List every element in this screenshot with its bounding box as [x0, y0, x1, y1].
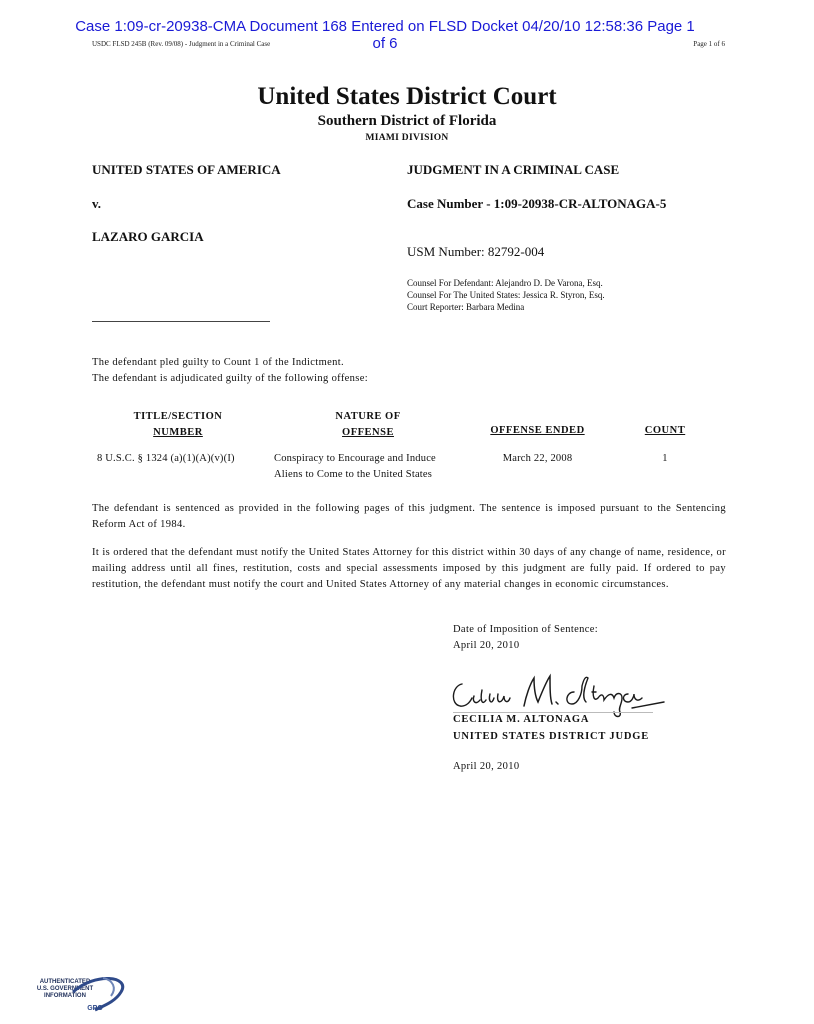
- usm-number: USM Number: 82792-004: [407, 244, 545, 259]
- imposition-date: April 20, 2010: [453, 640, 520, 651]
- court-title: United States District Court: [257, 83, 557, 110]
- gpo-mark: GPO: [87, 1005, 103, 1012]
- header-offense-ended: OFFENSE ENDED: [490, 425, 585, 436]
- header-count: COUNT: [644, 425, 686, 436]
- versus: v.: [92, 196, 102, 211]
- counsel-defendant: Counsel For Defendant: Alejandro D. De Varona, Esq.: [407, 278, 603, 288]
- docket-stamp-line1: Case 1:09-cr-20938-CMA Document 168 Entered on FLSD Docket 04/20/10 12:58:36 Page 1: [75, 18, 695, 35]
- header-title-section: [108, 409, 248, 441]
- header-nature-line1: NATURE OF: [335, 411, 401, 422]
- notification-order-paragraph: It is ordered that the defendant must notify the United States Attorney for this district within 30 days of any change of name, residence, or mailing address until all fines, restitution, costs and special assessments imposed by this judgment are fully paid. If ordered to pay restitution, the defendant must notify the court and United States Attorney of any material changes in economic circumstances.: [92, 547, 726, 590]
- court-reporter: Court Reporter: Barbara Medina: [407, 302, 525, 312]
- court-district: Southern District of Florida: [317, 113, 497, 129]
- signature-line: [453, 712, 653, 713]
- gpo-authentication-logo: [36, 970, 133, 1015]
- signed-date: April 20, 2010: [453, 761, 520, 772]
- counsel-united-states: Counsel For The United States: Jessica R. Styron, Esq.: [407, 290, 605, 300]
- form-identifier: USDC FLSD 245B (Rev. 09/08) - Judgment in a Criminal Case: [92, 40, 271, 48]
- header-nature: [298, 409, 438, 441]
- gpo-line3: INFORMATION: [44, 993, 86, 999]
- offense-ended-date: March 22, 2008: [502, 453, 573, 464]
- offense-count: 1: [662, 453, 668, 464]
- sentencing-paragraph: The defendant is sentenced as provided in the following pages of this judgment. The sentence is imposed pursuant to the Sentencing Reform Act of 1984.: [92, 503, 726, 530]
- plea-statement: The defendant pled guilty to Count 1 of the Indictment.: [92, 357, 344, 368]
- page-indicator: Page 1 of 6: [693, 40, 725, 48]
- gpo-line1: AUTHENTICATED: [39, 979, 91, 985]
- offense-nature-line1: Conspiracy to Encourage and Induce: [274, 453, 436, 464]
- header-nature-line2: OFFENSE: [342, 427, 394, 438]
- judge-name: CECILIA M. ALTONAGA: [453, 714, 590, 725]
- adjudication-statement: The defendant is adjudicated guilty of the following offense:: [92, 373, 369, 384]
- offense-section: 8 U.S.C. § 1324 (a)(1)(A)(v)(I): [97, 453, 235, 464]
- offense-nature-line2: Aliens to Come to the United States: [274, 469, 433, 480]
- header-title-section-line1: TITLE/SECTION: [133, 411, 223, 422]
- defendant-name: LAZARO GARCIA: [92, 229, 204, 244]
- caption-divider: [92, 321, 270, 322]
- case-number: Case Number - 1:09-20938-CR-ALTONAGA-5: [407, 196, 667, 211]
- plaintiff-name: UNITED STATES OF AMERICA: [92, 162, 281, 177]
- imposition-label: Date of Imposition of Sentence:: [453, 624, 598, 635]
- docket-stamp-line2: of 6: [372, 35, 398, 52]
- gpo-line2: U.S. GOVERNMENT: [36, 986, 94, 992]
- header-title-section-line2: NUMBER: [153, 427, 203, 438]
- court-division: MIAMI DIVISION: [365, 133, 449, 143]
- judge-title: UNITED STATES DISTRICT JUDGE: [453, 731, 649, 742]
- judgment-type: JUDGMENT IN A CRIMINAL CASE: [407, 162, 620, 177]
